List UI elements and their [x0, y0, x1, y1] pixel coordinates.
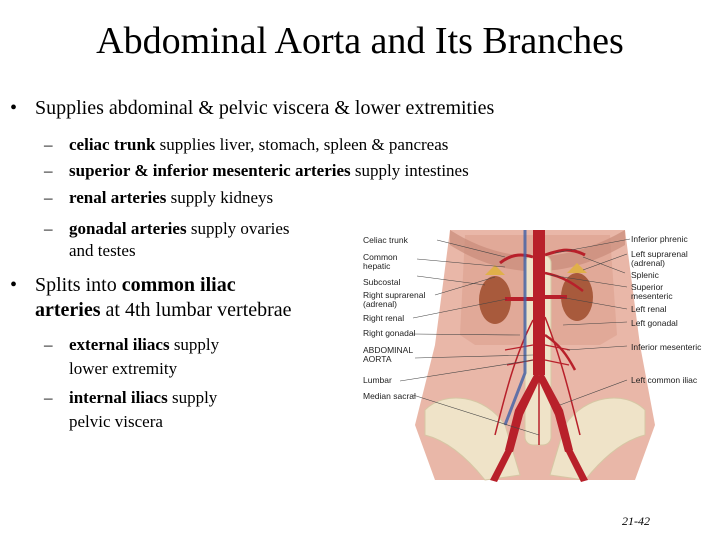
bullet-bold: common iliac — [121, 274, 236, 296]
label-common-hepatic-2: hepatic — [363, 261, 391, 271]
bullet-bold: arteries — [35, 299, 101, 321]
label-left-suprarenal: Left suprarenal — [631, 249, 688, 259]
label-left-gonadal: Left gonadal — [631, 318, 678, 328]
sub-item-bold: internal iliacs — [69, 388, 168, 407]
label-splenic: Splenic — [631, 270, 659, 280]
label-lumbar: Lumbar — [363, 375, 392, 385]
label-inferior-phrenic: Inferior phrenic — [631, 234, 688, 244]
slide-title: Abdominal Aorta and Its Branches — [96, 20, 624, 62]
label-abdominal-aorta-2: AORTA — [363, 354, 392, 364]
label-right-suprarenal: Right suprarenal — [363, 290, 426, 300]
bullet-dot-icon: • — [10, 97, 18, 119]
dash-icon: – — [44, 188, 53, 207]
bullet-text: at 4th lumbar vertebrae — [100, 299, 292, 321]
label-superior-mesenteric: Superior — [631, 282, 664, 292]
label-subcostal: Subcostal — [363, 277, 401, 287]
dash-icon: – — [44, 135, 53, 154]
sub-item-bold: celiac trunk — [69, 135, 156, 154]
aorta-illustration — [355, 225, 715, 485]
label-left-renal: Left renal — [631, 304, 667, 314]
dash-icon: – — [44, 219, 53, 238]
sub-item-text: supply intestines — [350, 161, 469, 180]
sub-item-bold: renal arteries — [69, 188, 167, 207]
bullet-dot-icon: • — [10, 274, 18, 296]
bullet-text: Supplies abdominal & pelvic viscera & lower extremities — [35, 97, 495, 119]
label-celiac-trunk: Celiac trunk — [363, 235, 408, 245]
label-right-suprarenal-2: (adrenal) — [363, 299, 398, 309]
sub-item-bold: gonadal arteries — [69, 219, 187, 238]
sub-item-bold: superior & inferior mesenteric arteries — [69, 161, 351, 180]
dash-icon: – — [44, 388, 53, 407]
sub-item-text-line2: and testes — [69, 241, 136, 260]
page-number: 21-42 — [622, 514, 650, 528]
dash-icon: – — [44, 335, 53, 354]
label-abdominal-aorta: ABDOMINAL — [363, 345, 414, 355]
dash-icon: – — [44, 161, 53, 180]
sub-item-text-line2: pelvic viscera — [69, 412, 163, 431]
label-inferior-mesenteric: Inferior mesenteric — [631, 342, 702, 352]
bullet-text: Splits into — [35, 274, 122, 296]
label-right-renal: Right renal — [363, 313, 405, 323]
label-right-gonadal: Right gonadal — [363, 328, 416, 338]
sub-item-text: supply — [167, 388, 218, 407]
label-left-common-iliac: Left common iliac — [631, 375, 698, 385]
sub-item-text-line2: lower extremity — [69, 359, 178, 378]
label-median-sacral: Median sacral — [363, 391, 416, 401]
sub-item-text: supply kidneys — [166, 188, 274, 207]
label-left-suprarenal-2: (adrenal) — [631, 258, 666, 268]
sub-item-text: supplies liver, stomach, spleen & pancreas — [155, 135, 449, 154]
sub-item-text: supply — [169, 335, 220, 354]
label-common-hepatic: Common — [363, 252, 398, 262]
label-superior-mesenteric-2: mesenteric — [631, 291, 673, 301]
sub-item-text: supply ovaries — [186, 219, 290, 238]
sub-item-bold: external iliacs — [69, 335, 170, 354]
